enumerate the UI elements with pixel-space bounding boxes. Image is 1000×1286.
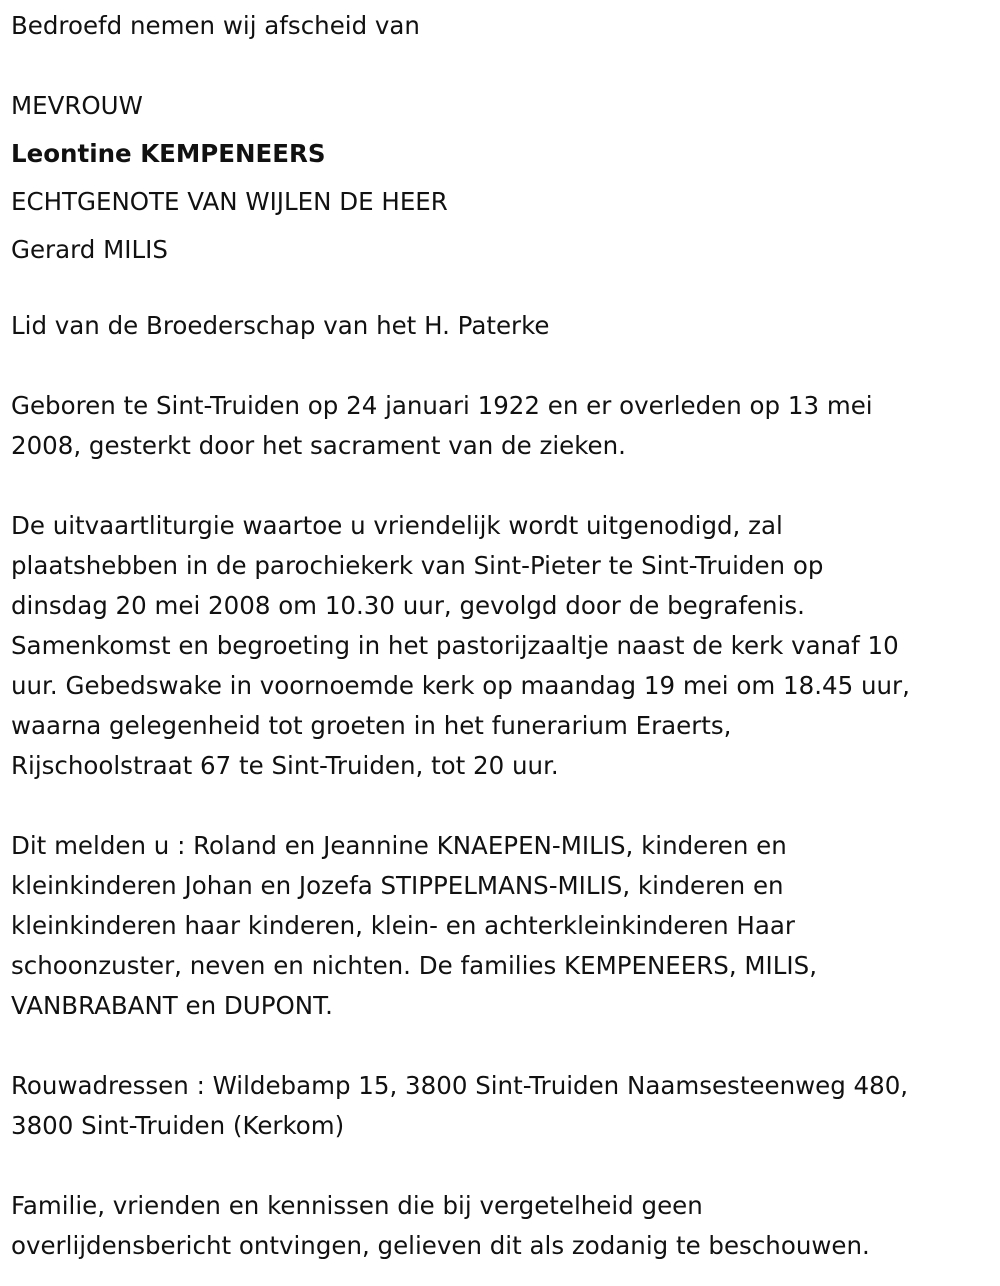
spouse-label: ECHTGENOTE VAN WIJLEN DE HEER <box>11 187 448 216</box>
spacer <box>11 346 991 386</box>
closing-paragraph: Familie, vrienden en kennissen die bij vergetelheid geen overlijdensbericht ontvingen, gelieven dit als zodanig te beschouwen. <box>11 1191 870 1260</box>
honorific-title: MEVROUW <box>11 91 143 120</box>
spacer <box>11 1026 991 1066</box>
announced-by-paragraph: Dit melden u : Roland en Jeannine KNAEPEN-MILIS, kinderen en kleinkinderen Johan en Jozefa STIPPELMANS-MILIS, kinderen en kleinkinderen haar kinderen, klein- en achterkleinkinderen Haar schoonzuster, neven en nichten. De families KEMPENEERS, MILIS, VANBRABANT en DUPONT. <box>11 831 817 1020</box>
addresses-paragraph: Rouwadressen : Wildebamp 15, 3800 Sint-Truiden Naamsesteenweg 480, 3800 Sint-Truiden (Kerkom) <box>11 1071 909 1140</box>
spacer <box>11 466 991 506</box>
birth-death-paragraph: Geboren te Sint-Truiden op 24 januari 1922 en er overleden op 13 mei 2008, gesterkt door het sacrament van de zieken. <box>11 391 873 460</box>
spacer <box>11 50 991 82</box>
obituary-document <box>11 0 991 1266</box>
intro-line: Bedroefd nemen wij afscheid van <box>11 11 420 40</box>
spacer <box>11 786 991 826</box>
spacer <box>11 274 991 306</box>
membership-line: Lid van de Broederschap van het H. Paterke <box>11 311 550 340</box>
deceased-name: Leontine KEMPENEERS <box>11 139 326 168</box>
spouse-name: Gerard MILIS <box>11 235 168 264</box>
spacer <box>11 1146 991 1186</box>
funeral-paragraph: De uitvaartliturgie waartoe u vriendelijk wordt uitgenodigd, zal plaatshebben in de parochiekerk van Sint-Pieter te Sint-Truiden op dinsdag 20 mei 2008 om 10.30 uur, gevolgd door de begrafenis. Samenkomst en begroeting in het pastorijzaaltje naast de kerk vanaf 10 uur. Gebedswake in voornoemde kerk op maandag 19 mei om 18.45 uur, waarna gelegenheid tot groeten in het funerarium Eraerts, Rijschoolstraat 67 te Sint-Truiden, tot 20 uur. <box>11 511 910 780</box>
